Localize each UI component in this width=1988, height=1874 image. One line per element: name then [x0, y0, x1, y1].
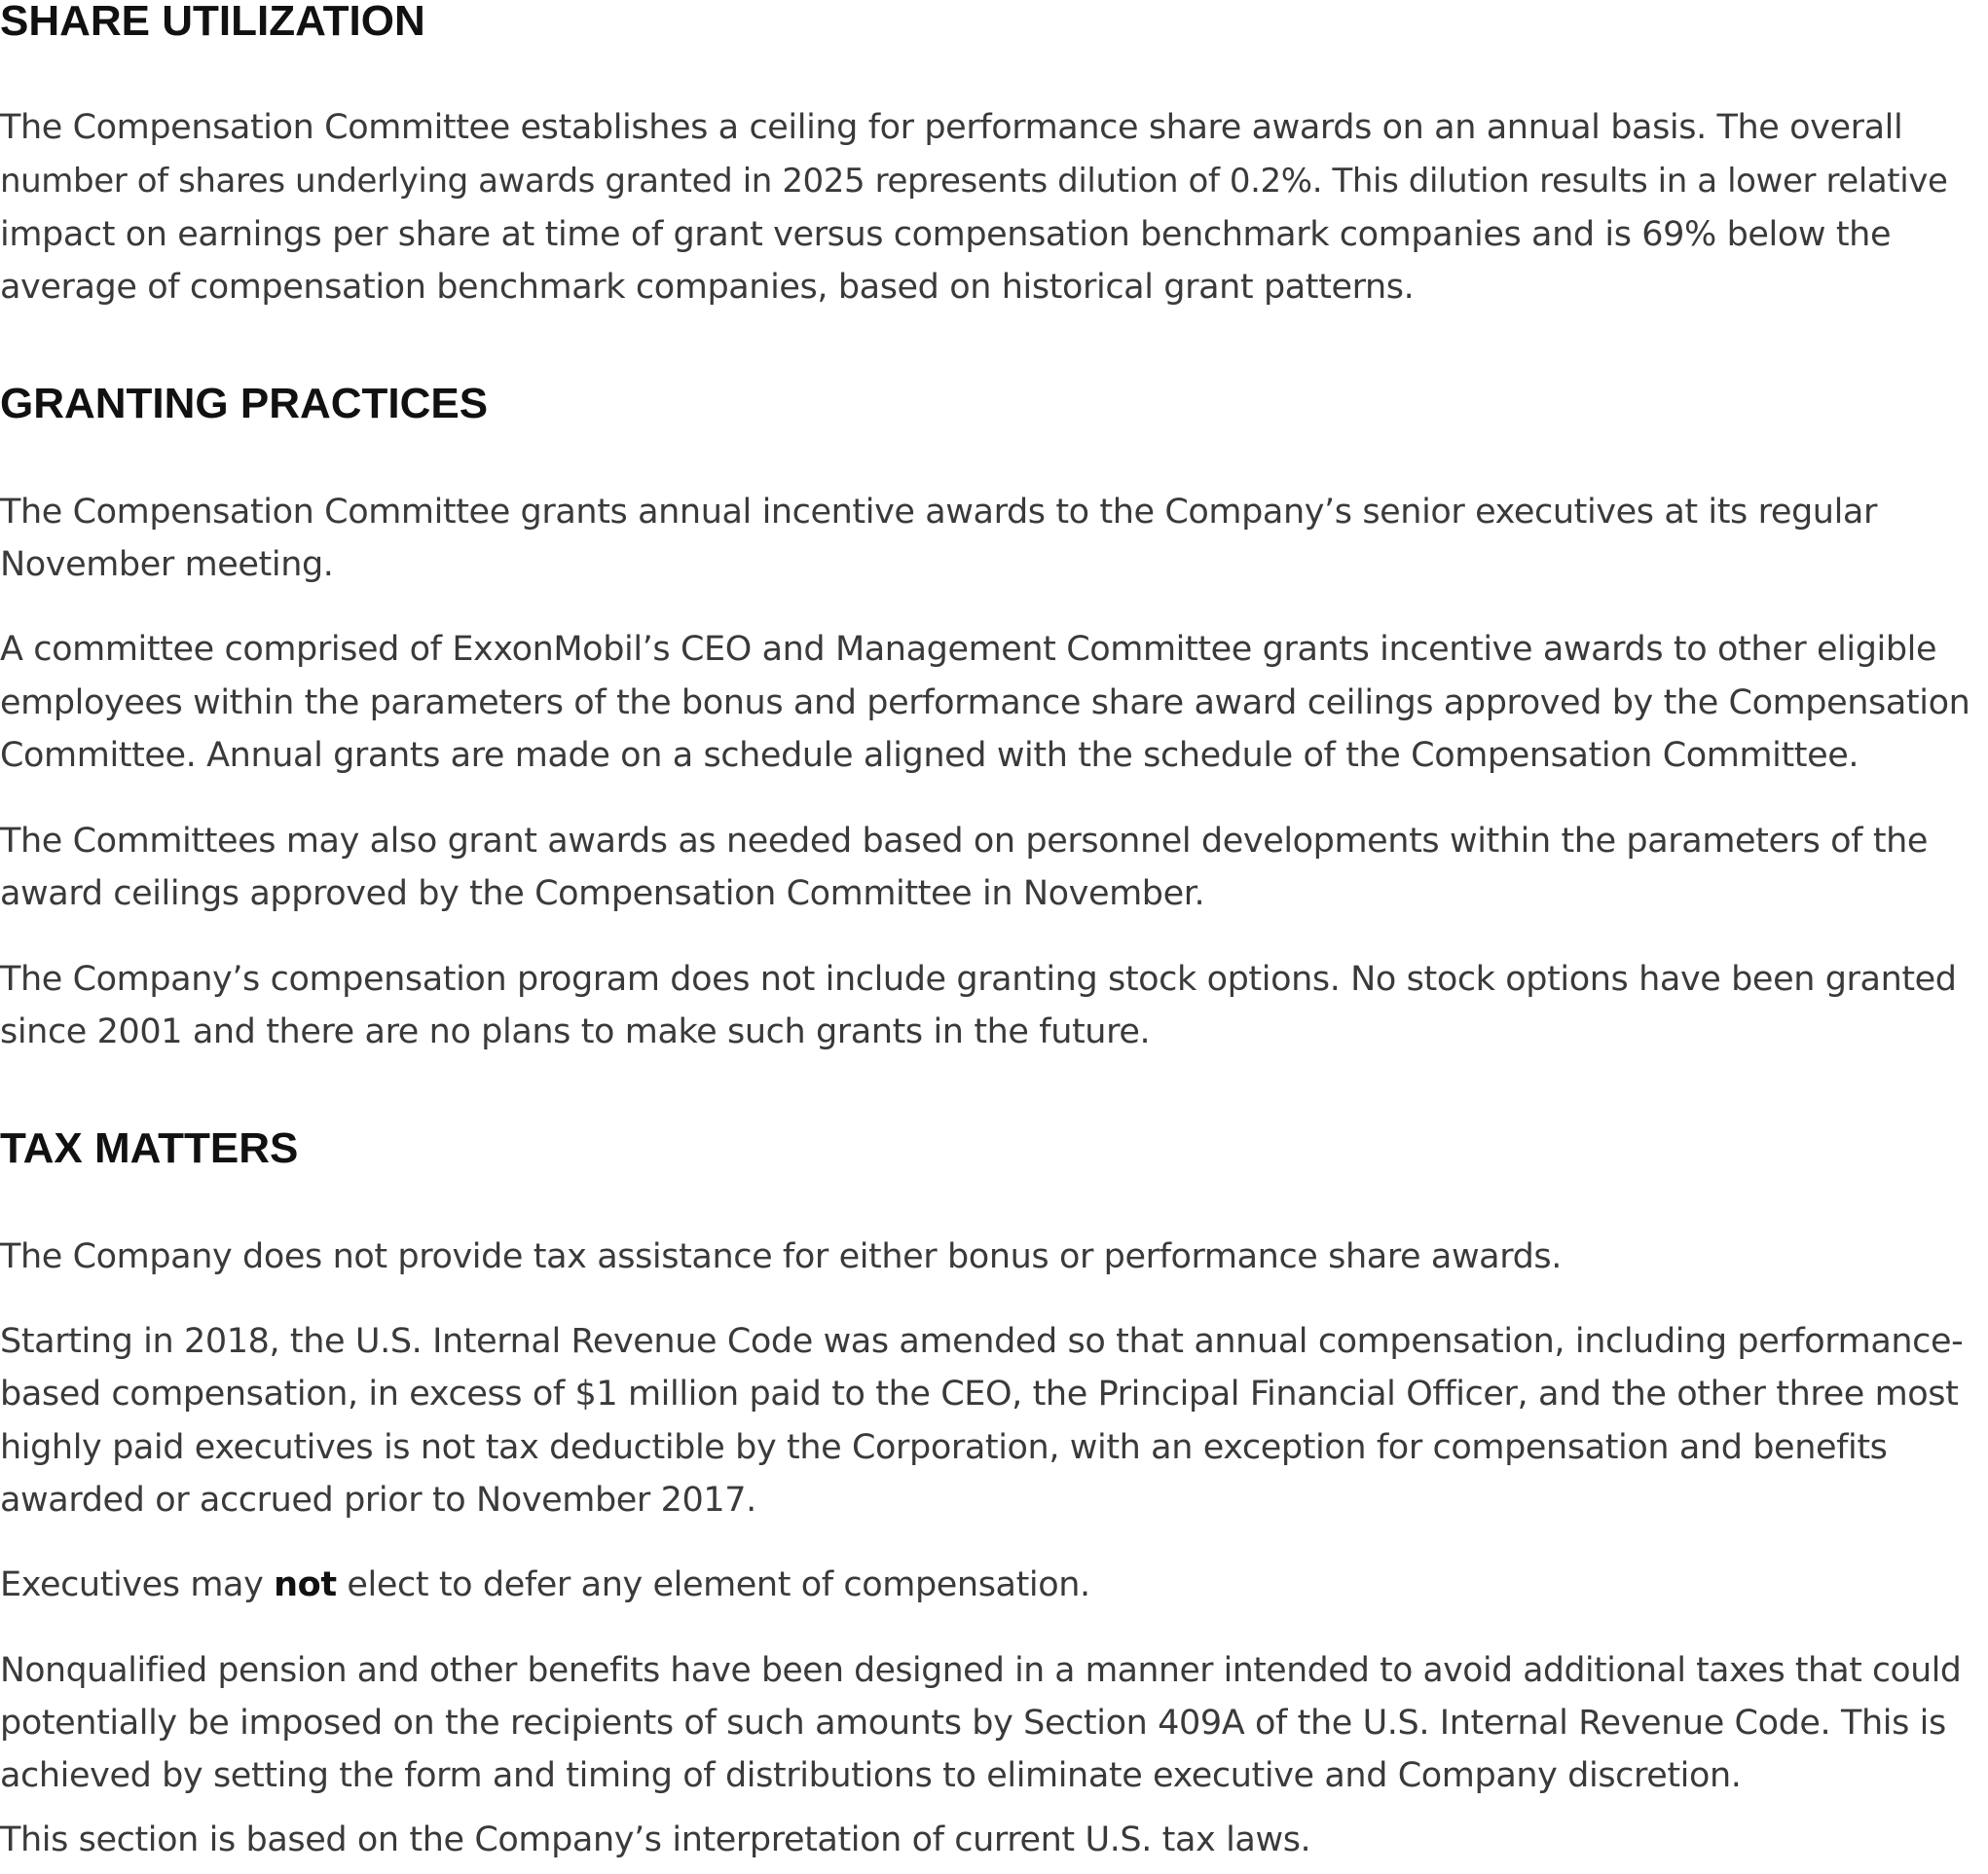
paragraph-line: achieved by setting the form and timing of distributions to eliminate executive and Company discretion.: [0, 1756, 1742, 1795]
paragraph-line: The Compensation Committee establishes a ceiling for performance share awards on an annual basis. The overall: [0, 108, 1903, 147]
paragraph-line: since 2001 and there are no plans to make such grants in the future.: [0, 1012, 1151, 1051]
emphasis-not: not: [274, 1565, 337, 1604]
paragraph-line: award ceilings approved by the Compensation Committee in November.: [0, 874, 1205, 913]
paragraph-line: Committee. Annual grants are made on a schedule aligned with the schedule of the Compensation Committee.: [0, 736, 1859, 775]
paragraph-line: number of shares underlying awards granted in 2025 represents dilution of 0.2%. This dilution results in a lower relative: [0, 162, 1948, 201]
paragraph-line: awarded or accrued prior to November 2017.: [0, 1481, 756, 1520]
paragraph-line: A committee comprised of ExxonMobil’s CEO and Management Committee grants incentive awards to other eligible: [0, 630, 1937, 669]
text-run: Executives may: [0, 1565, 275, 1604]
paragraph-line: Starting in 2018, the U.S. Internal Revenue Code was amended so that annual compensation, including performance-: [0, 1322, 1964, 1361]
paragraph-line: Nonqualified pension and other benefits have been designed in a manner intended to avoid additional taxes that could: [0, 1651, 1962, 1690]
section-heading-granting-practices: GRANTING PRACTICES: [0, 380, 489, 427]
paragraph-line: employees within the parameters of the bonus and performance share award ceilings approved by the Compensation: [0, 683, 1970, 722]
paragraph-line: The Company’s compensation program does not include granting stock options. No stock options have been granted: [0, 960, 1957, 999]
paragraph-line: average of compensation benchmark companies, based on historical grant patterns.: [0, 268, 1415, 307]
paragraph-line: highly paid executives is not tax deductible by the Corporation, with an exception for compensation and benefits: [0, 1428, 1888, 1467]
paragraph-line: The Committees may also grant awards as needed based on personnel developments within the parameters of the: [0, 822, 1929, 861]
paragraph-line: November meeting.: [0, 545, 334, 584]
paragraph-line: This section is based on the Company’s interpretation of current U.S. tax laws.: [0, 1820, 1311, 1859]
paragraph-line: based compensation, in excess of $1 million paid to the CEO, the Principal Financial Officer, and the other three most: [0, 1375, 1959, 1414]
paragraph-line: The Compensation Committee grants annual incentive awards to the Company’s senior executives at its regular: [0, 493, 1877, 532]
section-heading-share-utilization: SHARE UTILIZATION: [0, 0, 425, 45]
section-heading-tax-matters: TAX MATTERS: [0, 1124, 299, 1172]
paragraph-line-defer-compensation: [0, 1562, 1090, 1608]
paragraph-line: potentially be imposed on the recipients of such amounts by Section 409A of the U.S. Internal Revenue Code. This is: [0, 1704, 1946, 1743]
text-run: elect to defer any element of compensation.: [336, 1565, 1090, 1604]
paragraph-line: impact on earnings per share at time of grant versus compensation benchmark companies and is 69% below the: [0, 215, 1892, 254]
paragraph-line: The Company does not provide tax assistance for either bonus or performance share awards.: [0, 1237, 1562, 1276]
